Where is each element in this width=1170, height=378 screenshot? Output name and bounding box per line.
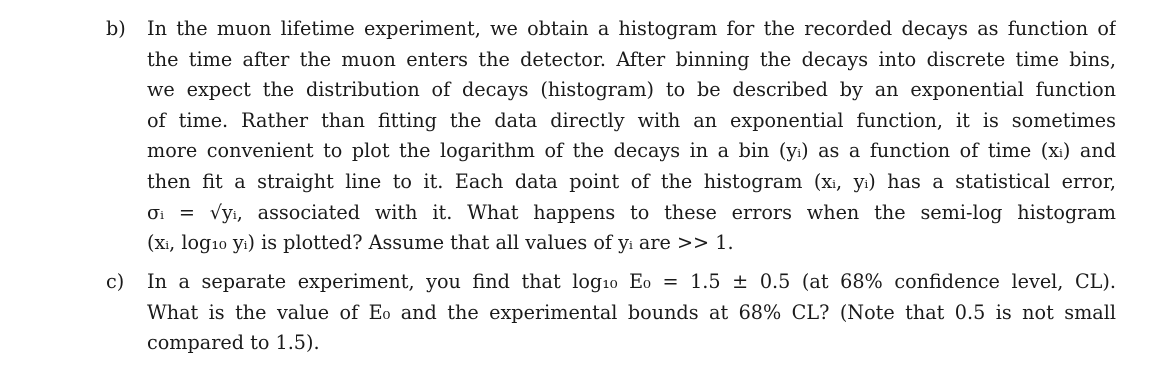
part-b-line-8: (xᵢ, log₁₀ yᵢ) is plotted? Assume that all values of yᵢ are >> 1.: [147, 231, 734, 255]
problem-part-c: [106, 267, 1116, 359]
part-b-line-3: we expect the distribution of decays (histogram) to be described by an exponential function: [147, 78, 1116, 102]
part-b-label: b): [106, 17, 126, 40]
part-b-line-4: of time. Rather than fitting the data directly with an exponential function, it is sometimes: [147, 108, 1116, 132]
part-b-line-5: more convenient to plot the logarithm of the decays in a bin (yᵢ) as a function of time (xᵢ) and: [147, 139, 1116, 163]
part-c-line-2: What is the value of E₀ and the experimental bounds at 68% CL? (Note that 0.5 is not small: [147, 300, 1116, 324]
part-b-line-7: σᵢ = √yᵢ, associated with it. What happens to these errors when the semi-log histogram: [147, 200, 1116, 224]
part-c-line-1: In a separate experiment, you find that log₁₀ E₀ = 1.5 ± 0.5 (at 68% confidence level, CL).: [147, 270, 1116, 293]
part-b-line-2: the time after the muon enters the detector. After binning the decays into discrete time bins,: [147, 47, 1116, 71]
problem-part-b: [106, 14, 1116, 259]
part-b-line-6: then fit a straight line to it. Each data point of the histogram (xᵢ, yᵢ) has a statistical error,: [147, 169, 1116, 193]
part-c-line-3: compared to 1.5).: [147, 331, 320, 355]
part-b-line-1: In the muon lifetime experiment, we obtain a histogram for the recorded decays as function of: [147, 17, 1116, 40]
part-c-label: c): [106, 270, 125, 293]
